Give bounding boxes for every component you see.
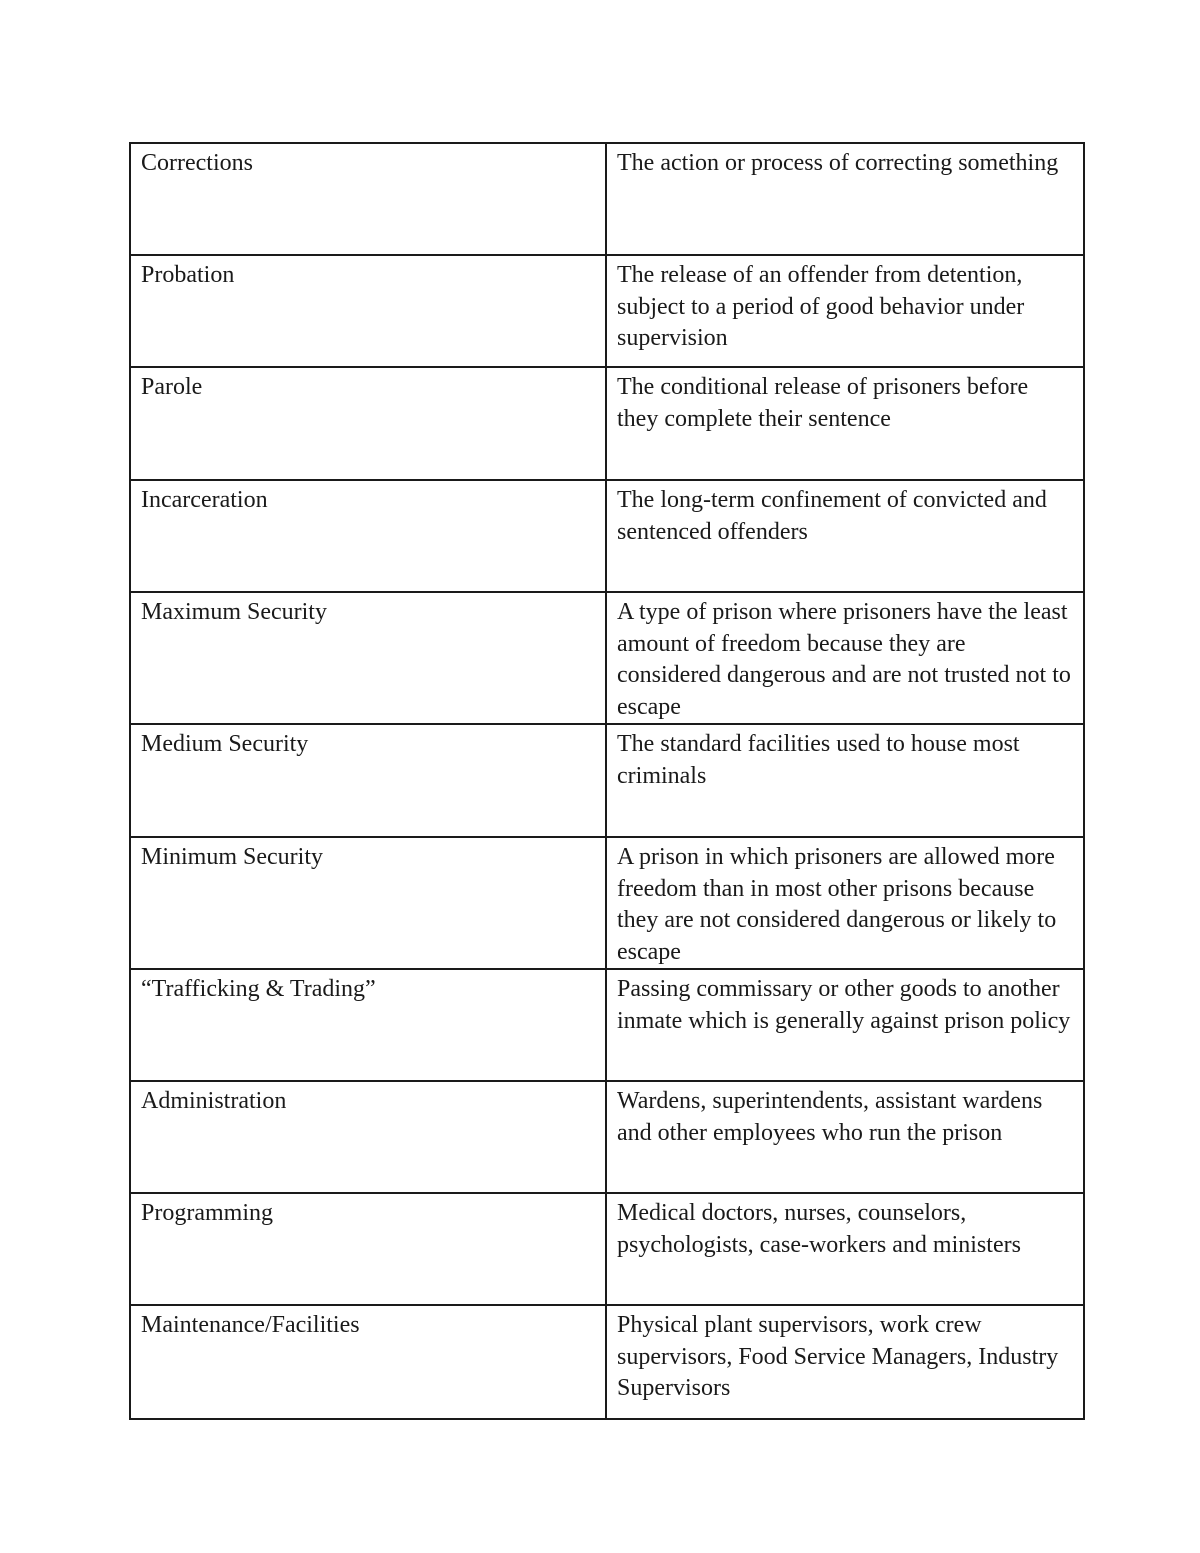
table-row	[130, 837, 1084, 969]
term-cell: Medium Security	[130, 724, 606, 837]
definition-cell: Wardens, superintendents, assistant wardens and other employees who run the prison	[606, 1081, 1084, 1193]
term-cell: Probation	[130, 255, 606, 367]
definition-cell: Physical plant supervisors, work crew supervisors, Food Service Managers, Industry Supervisors	[606, 1305, 1084, 1419]
term-cell: Minimum Security	[130, 837, 606, 969]
term-cell: Incarceration	[130, 480, 606, 592]
definition-cell: Medical doctors, nurses, counselors, psychologists, case-workers and ministers	[606, 1193, 1084, 1305]
term-cell: Parole	[130, 367, 606, 480]
table-row	[130, 1081, 1084, 1193]
table-row	[130, 367, 1084, 480]
table-row	[130, 143, 1084, 255]
table-row	[130, 480, 1084, 592]
table-row	[130, 592, 1084, 724]
definition-cell: A type of prison where prisoners have the least amount of freedom because they are considered dangerous and are not trusted not to escape	[606, 592, 1084, 724]
term-cell: Administration	[130, 1081, 606, 1193]
term-cell: Corrections	[130, 143, 606, 255]
term-cell: Maintenance/Facilities	[130, 1305, 606, 1419]
term-cell: Programming	[130, 1193, 606, 1305]
term-cell: Maximum Security	[130, 592, 606, 724]
definition-cell: Passing commissary or other goods to another inmate which is generally against prison policy	[606, 969, 1084, 1081]
table-row	[130, 255, 1084, 367]
definition-cell: The action or process of correcting something	[606, 143, 1084, 255]
table-row	[130, 1193, 1084, 1305]
table-row	[130, 724, 1084, 837]
definition-cell: The release of an offender from detention, subject to a period of good behavior under supervision	[606, 255, 1084, 367]
definition-cell: The standard facilities used to house most criminals	[606, 724, 1084, 837]
terms-table	[129, 142, 1085, 1420]
definition-cell: A prison in which prisoners are allowed more freedom than in most other prisons because they are not considered dangerous or likely to escape	[606, 837, 1084, 969]
table-row	[130, 969, 1084, 1081]
definition-cell: The conditional release of prisoners before they complete their sentence	[606, 367, 1084, 480]
table-row	[130, 1305, 1084, 1419]
definition-cell: The long-term confinement of convicted and sentenced offenders	[606, 480, 1084, 592]
term-cell: “Trafficking & Trading”	[130, 969, 606, 1081]
